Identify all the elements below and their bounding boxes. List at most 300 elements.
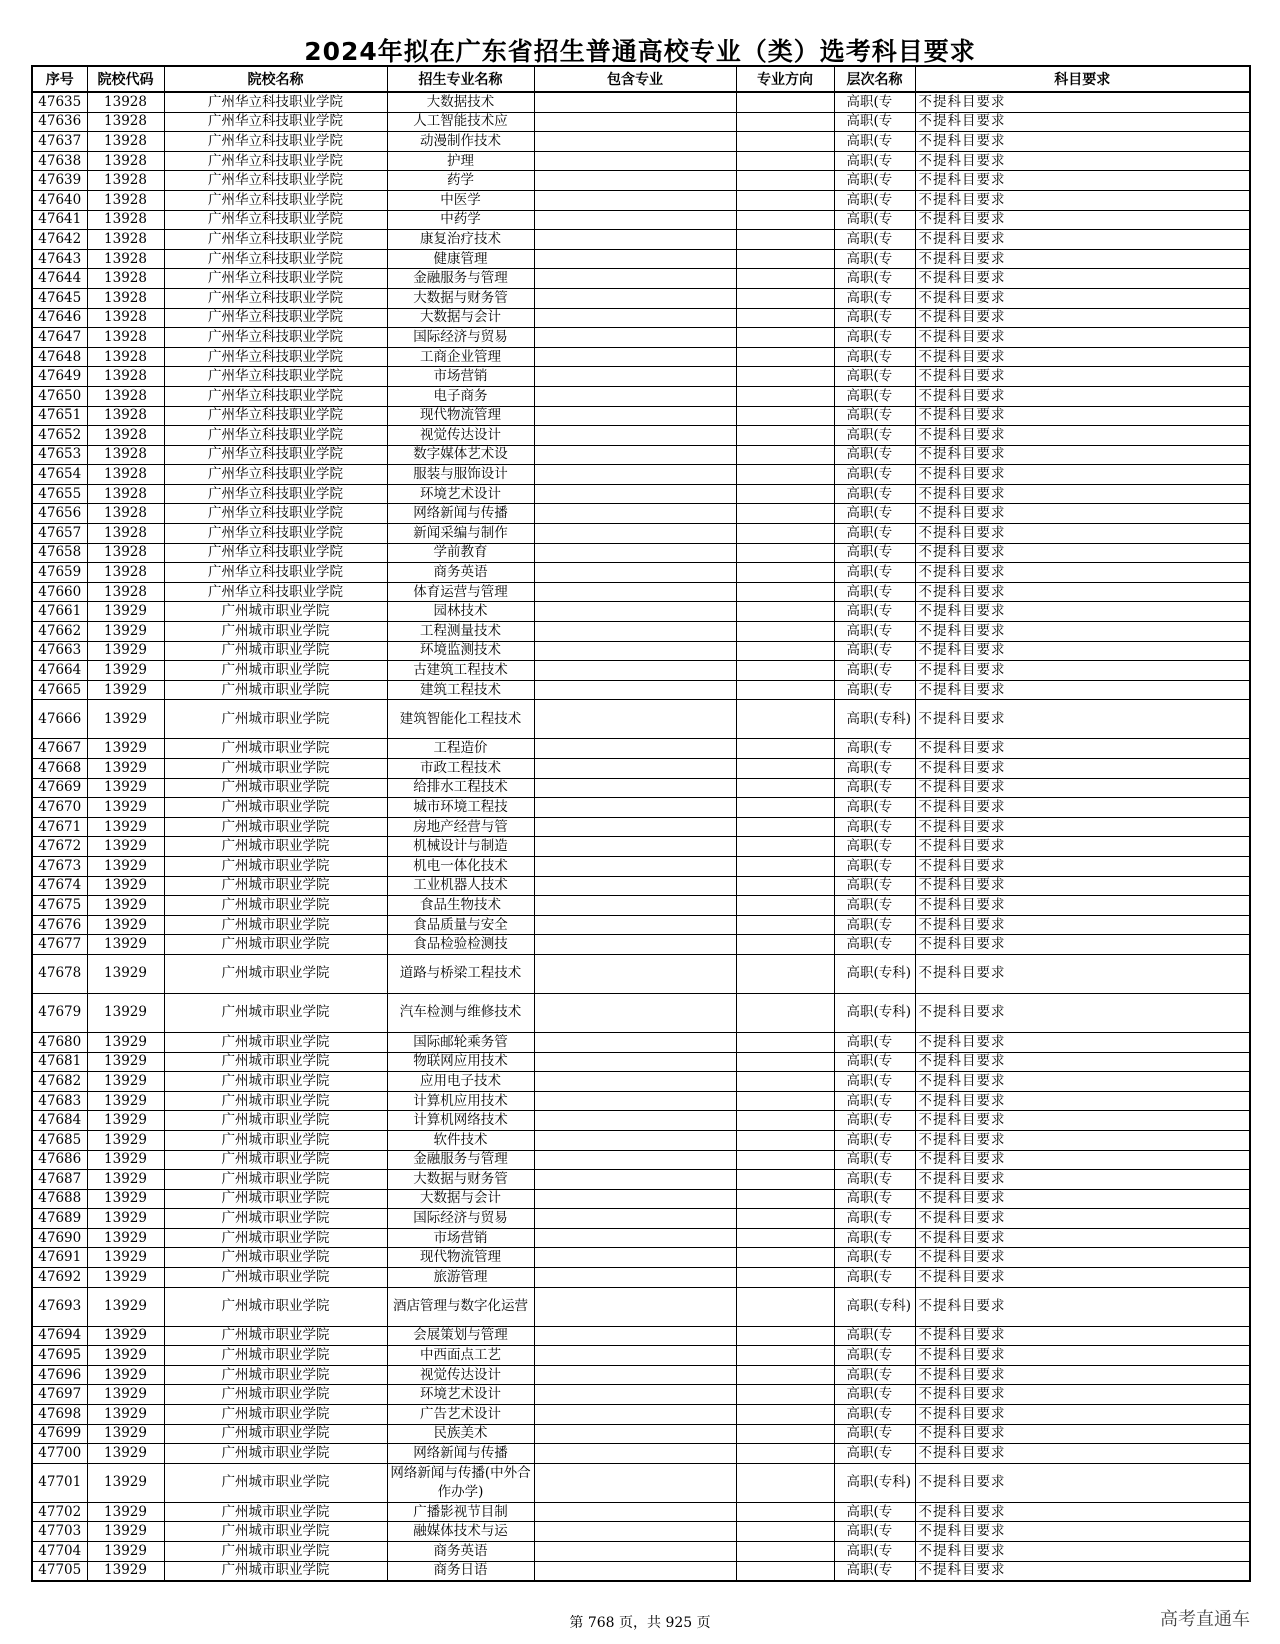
cell-subject-req: 不提科目要求 — [915, 622, 1250, 642]
cell-major-direction — [736, 504, 834, 524]
cell-school-name: 广州华立科技职业学院 — [164, 308, 387, 328]
cell-school-code: 13929 — [87, 700, 164, 739]
cell-included-majors — [534, 1228, 736, 1248]
table-row — [32, 1542, 1250, 1562]
cell-major-direction — [736, 524, 834, 544]
table-row — [32, 680, 1250, 700]
cell-major-name: 大数据与财务管 — [387, 1170, 534, 1190]
cell-school-code: 13928 — [87, 582, 164, 602]
cell-school-name: 广州城市职业学院 — [164, 641, 387, 661]
cell-subject-req: 不提科目要求 — [915, 112, 1250, 132]
cell-major-direction — [736, 249, 834, 269]
cell-subject-req: 不提科目要求 — [915, 700, 1250, 739]
cell-major-direction — [736, 1522, 834, 1542]
table-row — [32, 504, 1250, 524]
cell-major-direction — [736, 288, 834, 308]
cell-major-direction — [736, 1189, 834, 1209]
cell-major-direction — [736, 1542, 834, 1562]
cell-seq: 47682 — [32, 1072, 87, 1092]
cell-included-majors — [534, 759, 736, 779]
cell-seq: 47668 — [32, 759, 87, 779]
cell-major-direction — [736, 406, 834, 426]
cell-subject-req: 不提科目要求 — [915, 1248, 1250, 1268]
cell-school-name: 广州华立科技职业学院 — [164, 543, 387, 563]
cell-level: 高职(专 — [834, 1209, 915, 1229]
cell-seq: 47648 — [32, 347, 87, 367]
cell-school-code: 13929 — [87, 798, 164, 818]
cell-major-direction — [736, 896, 834, 916]
cell-seq: 47704 — [32, 1542, 87, 1562]
cell-school-code: 13929 — [87, 1561, 164, 1581]
cell-major-name: 环境监测技术 — [387, 641, 534, 661]
table-row — [32, 1130, 1250, 1150]
cell-included-majors — [534, 230, 736, 250]
cell-seq: 47651 — [32, 406, 87, 426]
brand-watermark: 高考直通车 — [1160, 1609, 1250, 1630]
cell-subject-req: 不提科目要求 — [915, 1170, 1250, 1190]
cell-school-code: 13928 — [87, 524, 164, 544]
table-row — [32, 759, 1250, 779]
header-level: 层次名称 — [834, 66, 915, 92]
cell-seq: 47680 — [32, 1032, 87, 1052]
cell-school-code: 13929 — [87, 817, 164, 837]
cell-level: 高职(专 — [834, 1189, 915, 1209]
cell-level: 高职(专 — [834, 641, 915, 661]
header-school-code: 院校代码 — [87, 66, 164, 92]
cell-level: 高职(专 — [834, 817, 915, 837]
cell-school-code: 13929 — [87, 759, 164, 779]
cell-included-majors — [534, 1091, 736, 1111]
cell-subject-req: 不提科目要求 — [915, 1111, 1250, 1131]
cell-seq: 47701 — [32, 1463, 87, 1502]
cell-major-direction — [736, 1228, 834, 1248]
cell-included-majors — [534, 328, 736, 348]
cell-included-majors — [534, 210, 736, 230]
cell-included-majors — [534, 1385, 736, 1405]
cell-major-name: 计算机网络技术 — [387, 1111, 534, 1131]
cell-level: 高职(专 — [834, 269, 915, 289]
cell-seq: 47649 — [32, 367, 87, 387]
cell-subject-req: 不提科目要求 — [915, 171, 1250, 191]
cell-included-majors — [534, 1561, 736, 1581]
cell-major-direction — [736, 817, 834, 837]
cell-level: 高职(专 — [834, 1170, 915, 1190]
cell-included-majors — [534, 582, 736, 602]
table-row — [32, 856, 1250, 876]
cell-major-name: 计算机应用技术 — [387, 1091, 534, 1111]
cell-included-majors — [534, 817, 736, 837]
cell-subject-req: 不提科目要求 — [915, 1091, 1250, 1111]
cell-level: 高职(专 — [834, 1502, 915, 1522]
cell-included-majors — [534, 1424, 736, 1444]
cell-school-code: 13929 — [87, 1346, 164, 1366]
cell-school-code: 13929 — [87, 641, 164, 661]
cell-subject-req: 不提科目要求 — [915, 817, 1250, 837]
cell-school-name: 广州城市职业学院 — [164, 1365, 387, 1385]
cell-major-direction — [736, 1150, 834, 1170]
cell-subject-req: 不提科目要求 — [915, 680, 1250, 700]
cell-major-name: 建筑工程技术 — [387, 680, 534, 700]
cell-school-name: 广州城市职业学院 — [164, 661, 387, 681]
table-row — [32, 112, 1250, 132]
cell-subject-req: 不提科目要求 — [915, 1365, 1250, 1385]
cell-level: 高职(专 — [834, 1346, 915, 1366]
cell-level: 高职(专 — [834, 504, 915, 524]
cell-seq: 47685 — [32, 1130, 87, 1150]
cell-major-direction — [736, 876, 834, 896]
cell-major-name: 商务英语 — [387, 1542, 534, 1562]
cell-seq: 47697 — [32, 1385, 87, 1405]
cell-school-name: 广州华立科技职业学院 — [164, 484, 387, 504]
cell-school-code: 13929 — [87, 680, 164, 700]
cell-included-majors — [534, 367, 736, 387]
cell-major-name: 体育运营与管理 — [387, 582, 534, 602]
cell-subject-req: 不提科目要求 — [915, 798, 1250, 818]
cell-school-name: 广州城市职业学院 — [164, 622, 387, 642]
table-row — [32, 1150, 1250, 1170]
cell-level: 高职(专 — [834, 190, 915, 210]
cell-school-name: 广州华立科技职业学院 — [164, 269, 387, 289]
cell-major-direction — [736, 1052, 834, 1072]
cell-school-code: 13929 — [87, 1424, 164, 1444]
cell-level: 高职(专 — [834, 230, 915, 250]
cell-included-majors — [534, 1170, 736, 1190]
cell-level: 高职(专 — [834, 915, 915, 935]
cell-level: 高职(专 — [834, 1326, 915, 1346]
cell-school-code: 13929 — [87, 1091, 164, 1111]
cell-included-majors — [534, 661, 736, 681]
cell-major-direction — [736, 837, 834, 857]
cell-subject-req: 不提科目要求 — [915, 445, 1250, 465]
table-row — [32, 1346, 1250, 1366]
cell-school-name: 广州城市职业学院 — [164, 1346, 387, 1366]
cell-level: 高职(专 — [834, 328, 915, 348]
cell-subject-req: 不提科目要求 — [915, 856, 1250, 876]
cell-seq: 47672 — [32, 837, 87, 857]
cell-school-name: 广州华立科技职业学院 — [164, 504, 387, 524]
cell-included-majors — [534, 1463, 736, 1502]
cell-seq: 47656 — [32, 504, 87, 524]
cell-level: 高职(专科) — [834, 993, 915, 1032]
cell-subject-req: 不提科目要求 — [915, 1444, 1250, 1464]
cell-school-code: 13928 — [87, 210, 164, 230]
cell-school-code: 13929 — [87, 915, 164, 935]
cell-major-direction — [736, 1444, 834, 1464]
cell-school-name: 广州城市职业学院 — [164, 993, 387, 1032]
cell-subject-req: 不提科目要求 — [915, 132, 1250, 152]
cell-level: 高职(专 — [834, 1091, 915, 1111]
cell-school-code: 13929 — [87, 1228, 164, 1248]
cell-subject-req: 不提科目要求 — [915, 1522, 1250, 1542]
table-row — [32, 1111, 1250, 1131]
cell-subject-req: 不提科目要求 — [915, 837, 1250, 857]
cell-included-majors — [534, 92, 736, 112]
table-row — [32, 386, 1250, 406]
table-row — [32, 445, 1250, 465]
cell-major-direction — [736, 1170, 834, 1190]
cell-seq: 47669 — [32, 778, 87, 798]
cell-level: 高职(专 — [834, 798, 915, 818]
table-row — [32, 1502, 1250, 1522]
cell-level: 高职(专 — [834, 563, 915, 583]
cell-school-code: 13929 — [87, 739, 164, 759]
cell-school-code: 13929 — [87, 1209, 164, 1229]
cell-included-majors — [534, 171, 736, 191]
cell-school-code: 13928 — [87, 308, 164, 328]
table-row — [32, 582, 1250, 602]
cell-subject-req: 不提科目要求 — [915, 1561, 1250, 1581]
cell-seq: 47640 — [32, 190, 87, 210]
cell-seq: 47671 — [32, 817, 87, 837]
cell-seq: 47684 — [32, 1111, 87, 1131]
cell-school-code: 13929 — [87, 993, 164, 1032]
cell-school-name: 广州城市职业学院 — [164, 915, 387, 935]
cell-major-name: 旅游管理 — [387, 1268, 534, 1288]
cell-major-name: 汽车检测与维修技术 — [387, 993, 534, 1032]
cell-level: 高职(专 — [834, 1032, 915, 1052]
cell-level: 高职(专 — [834, 856, 915, 876]
cell-level: 高职(专 — [834, 406, 915, 426]
cell-major-name: 大数据技术 — [387, 92, 534, 112]
table-row — [32, 269, 1250, 289]
cell-seq: 47691 — [32, 1248, 87, 1268]
table-row — [32, 1032, 1250, 1052]
cell-seq: 47661 — [32, 602, 87, 622]
cell-level: 高职(专 — [834, 171, 915, 191]
cell-included-majors — [534, 1032, 736, 1052]
cell-subject-req: 不提科目要求 — [915, 1189, 1250, 1209]
cell-seq: 47674 — [32, 876, 87, 896]
cell-school-code: 13929 — [87, 837, 164, 857]
cell-major-direction — [736, 1326, 834, 1346]
cell-school-code: 13929 — [87, 1365, 164, 1385]
cell-seq: 47642 — [32, 230, 87, 250]
cell-included-majors — [534, 778, 736, 798]
cell-major-direction — [736, 386, 834, 406]
cell-school-code: 13928 — [87, 426, 164, 446]
requirements-table — [31, 65, 1251, 1582]
cell-included-majors — [534, 1189, 736, 1209]
cell-subject-req: 不提科目要求 — [915, 739, 1250, 759]
cell-seq: 47677 — [32, 935, 87, 955]
table-row — [32, 1522, 1250, 1542]
cell-included-majors — [534, 132, 736, 152]
cell-included-majors — [534, 269, 736, 289]
cell-seq: 47639 — [32, 171, 87, 191]
table-row — [32, 817, 1250, 837]
cell-major-direction — [736, 700, 834, 739]
table-row — [32, 1365, 1250, 1385]
cell-major-name: 商务日语 — [387, 1561, 534, 1581]
cell-school-code: 13928 — [87, 367, 164, 387]
cell-school-code: 13928 — [87, 465, 164, 485]
cell-included-majors — [534, 543, 736, 563]
cell-seq: 47645 — [32, 288, 87, 308]
cell-seq: 47699 — [32, 1424, 87, 1444]
cell-school-code: 13929 — [87, 778, 164, 798]
cell-school-name: 广州华立科技职业学院 — [164, 288, 387, 308]
cell-included-majors — [534, 602, 736, 622]
cell-subject-req: 不提科目要求 — [915, 641, 1250, 661]
cell-included-majors — [534, 426, 736, 446]
header-included-majors: 包含专业 — [534, 66, 736, 92]
cell-major-name: 护理 — [387, 151, 534, 171]
table-row — [32, 1424, 1250, 1444]
cell-level: 高职(专 — [834, 1522, 915, 1542]
cell-school-code: 13929 — [87, 856, 164, 876]
cell-major-direction — [736, 582, 834, 602]
cell-major-name: 园林技术 — [387, 602, 534, 622]
cell-seq: 47698 — [32, 1405, 87, 1425]
cell-subject-req: 不提科目要求 — [915, 778, 1250, 798]
table-row — [32, 837, 1250, 857]
cell-major-direction — [736, 328, 834, 348]
cell-major-name: 网络新闻与传播 — [387, 504, 534, 524]
cell-included-majors — [534, 1444, 736, 1464]
cell-major-direction — [736, 680, 834, 700]
cell-major-name: 大数据与财务管 — [387, 288, 534, 308]
cell-level: 高职(专 — [834, 524, 915, 544]
table-row — [32, 1268, 1250, 1288]
cell-major-direction — [736, 1385, 834, 1405]
table-row — [32, 602, 1250, 622]
cell-major-name: 视觉传达设计 — [387, 1365, 534, 1385]
table-row — [32, 1444, 1250, 1464]
cell-school-name: 广州华立科技职业学院 — [164, 92, 387, 112]
cell-major-direction — [736, 1209, 834, 1229]
table-row — [32, 210, 1250, 230]
cell-school-name: 广州城市职业学院 — [164, 1444, 387, 1464]
cell-included-majors — [534, 484, 736, 504]
cell-school-name: 广州华立科技职业学院 — [164, 445, 387, 465]
cell-major-direction — [736, 602, 834, 622]
cell-level: 高职(专 — [834, 543, 915, 563]
cell-seq: 47643 — [32, 249, 87, 269]
cell-major-name: 广告艺术设计 — [387, 1405, 534, 1425]
cell-school-code: 13928 — [87, 328, 164, 348]
cell-school-name: 广州城市职业学院 — [164, 1189, 387, 1209]
cell-included-majors — [534, 504, 736, 524]
cell-school-name: 广州华立科技职业学院 — [164, 190, 387, 210]
cell-school-name: 广州城市职业学院 — [164, 1463, 387, 1502]
cell-seq: 47644 — [32, 269, 87, 289]
cell-level: 高职(专 — [834, 465, 915, 485]
cell-major-name: 建筑智能化工程技术 — [387, 700, 534, 739]
cell-school-name: 广州城市职业学院 — [164, 602, 387, 622]
cell-major-direction — [736, 1287, 834, 1326]
cell-school-code: 13928 — [87, 151, 164, 171]
header-major-direction: 专业方向 — [736, 66, 834, 92]
cell-major-direction — [736, 739, 834, 759]
cell-school-name: 广州城市职业学院 — [164, 1405, 387, 1425]
cell-seq: 47663 — [32, 641, 87, 661]
cell-level: 高职(专 — [834, 661, 915, 681]
cell-major-name: 金融服务与管理 — [387, 269, 534, 289]
cell-school-code: 13929 — [87, 935, 164, 955]
cell-included-majors — [534, 1150, 736, 1170]
table-row — [32, 954, 1250, 993]
cell-major-direction — [736, 1561, 834, 1581]
cell-level: 高职(专 — [834, 367, 915, 387]
cell-major-direction — [736, 190, 834, 210]
cell-seq: 47650 — [32, 386, 87, 406]
cell-major-direction — [736, 210, 834, 230]
cell-seq: 47705 — [32, 1561, 87, 1581]
cell-subject-req: 不提科目要求 — [915, 367, 1250, 387]
cell-included-majors — [534, 190, 736, 210]
cell-major-direction — [736, 641, 834, 661]
cell-level: 高职(专 — [834, 249, 915, 269]
cell-school-name: 广州城市职业学院 — [164, 856, 387, 876]
cell-major-name: 现代物流管理 — [387, 406, 534, 426]
cell-school-name: 广州城市职业学院 — [164, 1561, 387, 1581]
cell-major-name: 广播影视节目制 — [387, 1502, 534, 1522]
cell-level: 高职(专 — [834, 1561, 915, 1581]
cell-level: 高职(专 — [834, 445, 915, 465]
cell-school-code: 13929 — [87, 896, 164, 916]
cell-subject-req: 不提科目要求 — [915, 347, 1250, 367]
cell-school-code: 13929 — [87, 1268, 164, 1288]
cell-level: 高职(专 — [834, 1424, 915, 1444]
cell-level: 高职(专科) — [834, 1287, 915, 1326]
cell-subject-req: 不提科目要求 — [915, 543, 1250, 563]
cell-level: 高职(专 — [834, 582, 915, 602]
cell-level: 高职(专 — [834, 132, 915, 152]
cell-seq: 47652 — [32, 426, 87, 446]
cell-included-majors — [534, 622, 736, 642]
cell-included-majors — [534, 151, 736, 171]
cell-school-code: 13929 — [87, 876, 164, 896]
cell-subject-req: 不提科目要求 — [915, 1228, 1250, 1248]
cell-level: 高职(专 — [834, 1072, 915, 1092]
cell-seq: 47702 — [32, 1502, 87, 1522]
cell-included-majors — [534, 1346, 736, 1366]
cell-major-name: 中西面点工艺 — [387, 1346, 534, 1366]
cell-major-name: 古建筑工程技术 — [387, 661, 534, 681]
cell-subject-req: 不提科目要求 — [915, 1072, 1250, 1092]
table-row — [32, 132, 1250, 152]
cell-school-name: 广州华立科技职业学院 — [164, 367, 387, 387]
cell-included-majors — [534, 524, 736, 544]
table-row — [32, 308, 1250, 328]
cell-major-direction — [736, 543, 834, 563]
cell-included-majors — [534, 1326, 736, 1346]
cell-seq: 47689 — [32, 1209, 87, 1229]
cell-school-name: 广州城市职业学院 — [164, 876, 387, 896]
cell-subject-req: 不提科目要求 — [915, 386, 1250, 406]
cell-subject-req: 不提科目要求 — [915, 954, 1250, 993]
cell-seq: 47667 — [32, 739, 87, 759]
cell-subject-req: 不提科目要求 — [915, 269, 1250, 289]
cell-level: 高职(专 — [834, 1130, 915, 1150]
cell-seq: 47696 — [32, 1365, 87, 1385]
cell-major-name: 康复治疗技术 — [387, 230, 534, 250]
cell-level: 高职(专 — [834, 680, 915, 700]
cell-seq: 47676 — [32, 915, 87, 935]
cell-seq: 47686 — [32, 1150, 87, 1170]
cell-school-code: 13929 — [87, 1463, 164, 1502]
cell-included-majors — [534, 954, 736, 993]
cell-level: 高职(专 — [834, 739, 915, 759]
cell-level: 高职(专 — [834, 602, 915, 622]
table-row — [32, 406, 1250, 426]
cell-school-code: 13928 — [87, 484, 164, 504]
cell-seq: 47635 — [32, 92, 87, 112]
cell-level: 高职(专科) — [834, 954, 915, 993]
cell-level: 高职(专 — [834, 1150, 915, 1170]
table-row — [32, 1248, 1250, 1268]
cell-school-name: 广州城市职业学院 — [164, 935, 387, 955]
